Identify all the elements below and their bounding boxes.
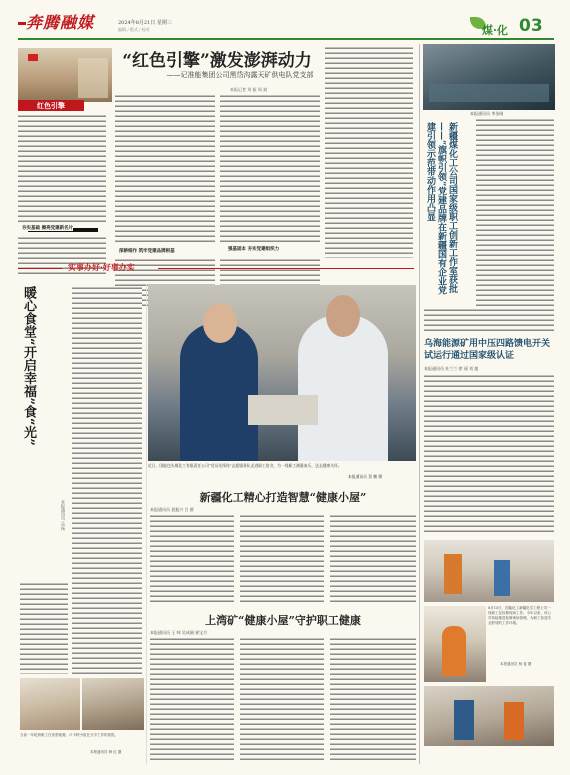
practice-byline-text: 本报通讯员 孟 杨 [61, 500, 66, 531]
practice-body-col-1 [72, 286, 142, 674]
right-bottom-photo-credit: 本报通讯员 杨 斐 摄 [500, 662, 532, 666]
story2-byline: 本报通讯员 杜兰兰 徐 丽 刘 超 [424, 366, 479, 371]
practice-byline [60, 500, 68, 560]
feature2-byline: 本报通讯员 王 帅 吴成刚 崔宝月 [150, 630, 208, 635]
center-photo-credit: 本报通讯员 贺 鹏 摄 [348, 474, 382, 479]
red-flag-icon [28, 54, 38, 61]
lead-headline: “红色引擎”激发澎湃动力 [122, 51, 312, 71]
lead-subhead: ——记准能集团公司黑岱沟露天矿供电队党支部 [166, 71, 314, 79]
practice-banner: 实事办好·好事办实 [68, 262, 135, 272]
lead-subhead-1: 夯实基础 擦亮党建新名片 [22, 226, 74, 231]
column-rule-2 [146, 284, 147, 764]
canteen-photo-2 [82, 678, 144, 730]
section-title: 煤·化 [482, 24, 508, 37]
right-col-text-b [424, 308, 554, 334]
practice-vertical-title-text: 暖心食堂“开启幸福”食“光” [21, 286, 36, 446]
story2-headline: 乌海能源矿用中压四路馈电开关试运行通过国家级认证 [424, 339, 551, 361]
story2-body [424, 374, 554, 534]
feature2-headline: 上湾矿“健康小屋”守护职工健康 [205, 614, 361, 627]
page-number: 03 [519, 16, 543, 36]
feature1-byline: 本报通讯员 聂振兴 吕 群 [150, 507, 194, 512]
right-byline: 本报通讯员 李金刚 [470, 111, 504, 116]
right-bottom-photo-2 [424, 606, 486, 682]
masthead [0, 0, 570, 40]
column-badge-label: 红色引擎 [37, 101, 65, 110]
right-bottom-photo-1 [424, 540, 554, 602]
right-col-text-a [476, 118, 554, 308]
right-top-photo [423, 44, 555, 110]
right-bottom-photo-caption: 8月15日，国能化工新疆化学工程公司一线职工在检修现场工作。今年以来，该公司持续推进检修现场管理，为职工营造安全舒适的工作环境。 [488, 606, 551, 625]
right-vertical-headline-text: 新疆煤化工公司国家级职工创新工作室获批——“旗帜引领”党建品牌在新疆国有企业党建引领示范带动作用凸显 [425, 122, 457, 295]
masthead-rule [18, 38, 554, 40]
lead-subhead-2: 深耕细作 筑牢党建品牌根基 [119, 249, 175, 254]
canteen-photo-caption: 当前一年轮班职工在食堂就餐。卢卡特小组在分享工作的喜悦。 [20, 733, 118, 737]
canteen-photo-credit: 本报通讯员 韩 红 摄 [90, 750, 122, 754]
lead-byline: 本报记者 刘 振 周 斌 [230, 87, 268, 92]
lead-photo [18, 48, 112, 102]
lead-subhead-3: 强基固本 夯实党建组织力 [228, 247, 280, 252]
lead-col-2 [115, 94, 215, 254]
logo-flame-icon [18, 22, 26, 25]
editor-line: 编辑 / 版式 / 校对 [118, 27, 150, 32]
canteen-photo-1 [20, 678, 80, 730]
column-rule-1 [419, 44, 420, 764]
lead-col-3 [220, 94, 320, 252]
center-photo-caption: 近日，国能包头煤化工有限责任公司“党员先锋岗”志愿服务队走进职工宿舍，为一线职工测量血压，送去健康关怀。 [148, 463, 342, 468]
center-photo [148, 285, 416, 461]
right-vertical-headline [424, 122, 474, 302]
column-badge [18, 100, 84, 111]
paper-name: 奔腾融媒 [26, 13, 95, 32]
lead-col-4 [325, 46, 413, 258]
right-bottom-photo-3 [424, 686, 554, 746]
lead-col-1 [18, 114, 106, 231]
practice-body-col-2 [20, 582, 68, 674]
date-line: 2024年8月21日 星期三 [118, 20, 172, 26]
section-divider [18, 262, 414, 276]
feature1-headline: 新疆化工精心打造智慧“健康小屋” [199, 491, 367, 504]
